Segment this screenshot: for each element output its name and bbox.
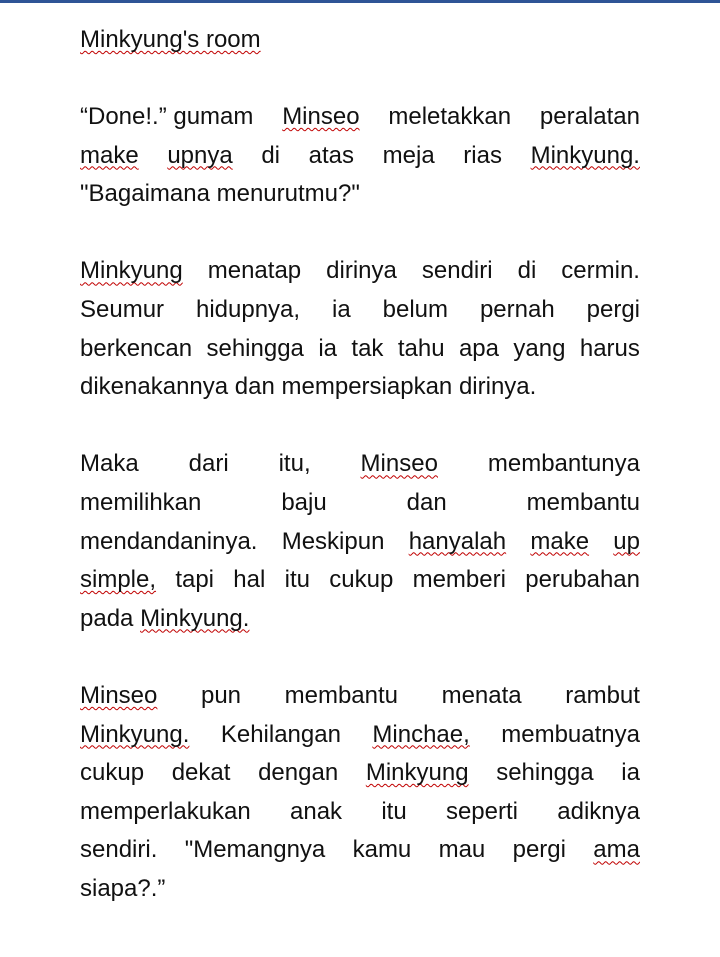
- word: rambut: [565, 681, 640, 709]
- word: pernah: [479, 295, 555, 323]
- misspelled-word: Minkyung.: [80, 720, 190, 748]
- text-line: [80, 330, 640, 369]
- word: dikenakannya: [80, 373, 229, 401]
- text-line: [80, 716, 640, 755]
- paragraph: [80, 677, 640, 909]
- word: ia: [621, 759, 640, 787]
- word: memperlakukan: [80, 797, 251, 825]
- word: memberi: [412, 566, 506, 594]
- document-body: [80, 98, 640, 908]
- word: rias: [463, 141, 502, 169]
- word: membuatnya: [501, 720, 640, 748]
- misspelled-word: hanyalah: [408, 527, 507, 555]
- word: pergi: [512, 836, 566, 864]
- word: hal: [233, 566, 266, 594]
- paragraph: [80, 98, 640, 214]
- misspelled-word: simple,: [80, 566, 157, 594]
- misspelled-word: make: [80, 141, 139, 169]
- word: pada: [80, 604, 134, 632]
- word: menurutmu?": [216, 180, 360, 208]
- word: Seumur: [80, 295, 165, 323]
- word: tahu: [397, 334, 445, 362]
- word: membantu: [526, 488, 640, 516]
- word: sehingga: [206, 334, 304, 362]
- word: siapa?.”: [80, 874, 166, 902]
- misspelled-word: up: [613, 527, 640, 555]
- text-line: [80, 561, 640, 600]
- word: itu: [284, 566, 310, 594]
- text-line: [80, 523, 640, 562]
- word: ia: [318, 334, 337, 362]
- text-line: [80, 291, 640, 330]
- word: membantunya: [487, 450, 640, 478]
- word: peralatan: [539, 103, 640, 130]
- word: harus: [579, 334, 640, 362]
- text-line: [80, 368, 640, 407]
- text-line: [80, 600, 640, 639]
- misspelled-word: upnya: [167, 141, 233, 169]
- word: cukup: [329, 566, 394, 594]
- word: dengan: [258, 759, 339, 787]
- word: tapi: [175, 566, 215, 594]
- word: adiknya: [557, 797, 640, 825]
- word: dari: [188, 450, 229, 478]
- text-line: [80, 754, 640, 793]
- word: mendandaninya.: [80, 527, 258, 555]
- word: "Bagaimana: [80, 180, 210, 208]
- misspelled-word: Minseo: [282, 103, 360, 130]
- word: itu,: [278, 450, 311, 478]
- word: pergi: [586, 295, 640, 323]
- paragraph: [80, 445, 640, 638]
- word: sehingga: [496, 759, 594, 787]
- word: berkencan: [80, 334, 193, 362]
- text-line: [80, 484, 640, 523]
- word: apa: [458, 334, 499, 362]
- word: Meskipun: [281, 527, 385, 555]
- word: dirinya: [326, 257, 397, 285]
- word: belum: [382, 295, 449, 323]
- word: memilihkan: [80, 488, 202, 516]
- word: itu: [381, 797, 407, 825]
- misspelled-word: make: [530, 527, 590, 555]
- paragraph: [80, 252, 640, 406]
- text-line: [80, 870, 640, 909]
- text-line: [80, 831, 640, 870]
- word: cermin.: [561, 257, 640, 285]
- word: dan: [234, 373, 275, 401]
- word: tak: [351, 334, 384, 362]
- word: pun: [200, 681, 242, 709]
- misspelled-word: Minkyung.: [530, 141, 640, 169]
- word: menata: [441, 681, 522, 709]
- misspelled-word: Minchae,: [372, 720, 470, 748]
- misspelled-word: Minkyung: [80, 257, 183, 285]
- text-line: [80, 252, 640, 291]
- word: perubahan: [525, 566, 640, 594]
- word: seperti: [445, 797, 518, 825]
- word: Maka: [80, 450, 139, 478]
- word: “Done!.” gumam: [80, 103, 254, 130]
- word: membantu: [284, 681, 398, 709]
- text-line: [80, 677, 640, 716]
- word: kamu: [352, 836, 412, 864]
- word: sendiri.: [80, 836, 158, 864]
- text-line: [80, 175, 640, 214]
- word: anak: [290, 797, 343, 825]
- word: dan: [406, 488, 447, 516]
- word: dekat: [171, 759, 231, 787]
- document-heading: [80, 20, 640, 60]
- word: di: [517, 257, 537, 285]
- word: "Memangnya: [184, 836, 326, 864]
- misspelled-word: Minkyung: [365, 759, 469, 787]
- word: di: [261, 141, 281, 169]
- text-line: [80, 445, 640, 484]
- document-page: [80, 20, 640, 947]
- text-line: [80, 137, 640, 176]
- word: mempersiapkan: [281, 373, 453, 401]
- word: ia: [332, 295, 351, 323]
- word: mau: [438, 836, 486, 864]
- word: meja: [382, 141, 435, 169]
- misspelled-word: Minseo: [360, 450, 438, 478]
- word: baju: [281, 488, 327, 516]
- word: Kehilangan: [220, 720, 341, 748]
- word: menatap: [207, 257, 302, 285]
- window-top-border: [0, 0, 720, 3]
- word: yang: [513, 334, 566, 362]
- misspelled-word: Minseo: [80, 681, 158, 709]
- word: meletakkan: [388, 103, 512, 130]
- word: sendiri: [421, 257, 493, 285]
- text-line: [80, 793, 640, 832]
- word: hidupnya,: [195, 295, 301, 323]
- word: cukup: [80, 759, 145, 787]
- word: dirinya.: [458, 373, 537, 401]
- misspelled-word: ama: [593, 836, 640, 864]
- heading-text: Minkyung's room: [80, 26, 261, 53]
- word: atas: [308, 141, 355, 169]
- text-line: [80, 98, 640, 137]
- misspelled-word: Minkyung.: [140, 604, 250, 632]
